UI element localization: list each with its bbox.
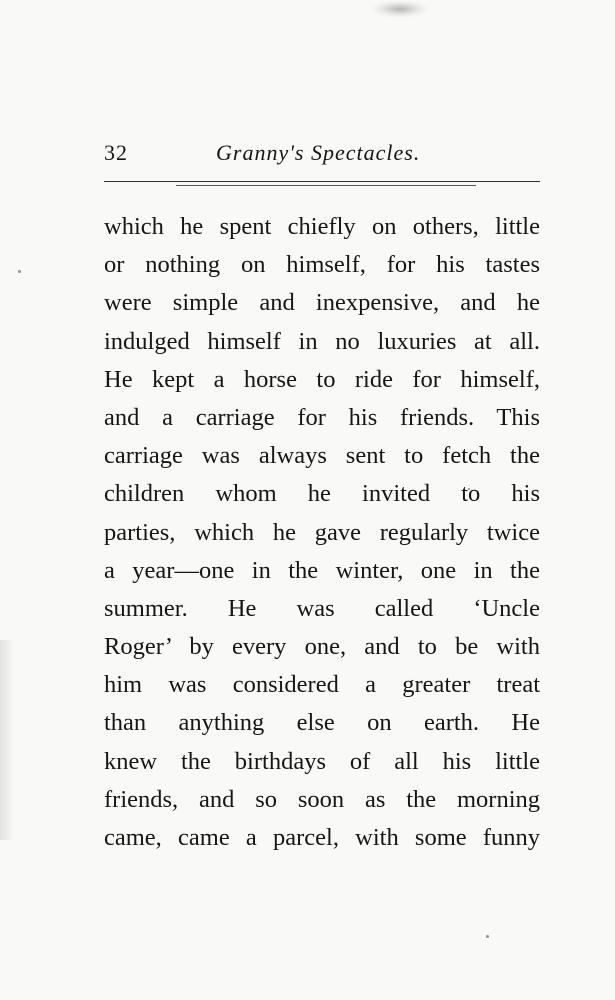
text-line: than anything else on earth. He [104,709,540,737]
header-rule-inner [176,185,476,186]
text-line: carriage was always sent to fetch the [104,442,540,470]
text-line: children whom he invited to his [104,480,540,508]
text-line: knew the birthdays of all his little [104,747,540,775]
text-line: and a carriage for his friends. This [104,403,540,431]
page-number: 32 [104,140,128,165]
text-line: a year—one in the winter, one in the [104,556,540,584]
text-line: or nothing on himself, for his tastes [104,251,540,279]
running-header [104,140,540,180]
ink-smudge [370,0,430,18]
body-text [104,208,540,857]
running-title: Granny's Spectacles. [216,140,421,165]
text-line: which he spent chiefly on others, little [104,213,540,240]
text-line: were simple and inexpensive, and he [104,289,540,317]
page-edge-shadow [0,640,14,840]
text-line: friends, and so soon as the morning [104,785,540,813]
text-line: him was considered a greater treat [104,671,540,699]
header-rule [104,181,540,182]
paper-speck [18,270,21,273]
text-line: summer. He was called ‘Uncle [104,594,540,622]
text-line: parties, which he gave regularly twice [104,518,540,546]
text-line: Roger’ by every one, and to be with [104,633,540,661]
text-line: He kept a horse to ride for himself, [104,365,540,393]
paper-speck [486,935,489,938]
text-line: came, came a parcel, with some funny [104,824,540,851]
text-line: indulged himself in no luxuries at all. [104,327,540,355]
